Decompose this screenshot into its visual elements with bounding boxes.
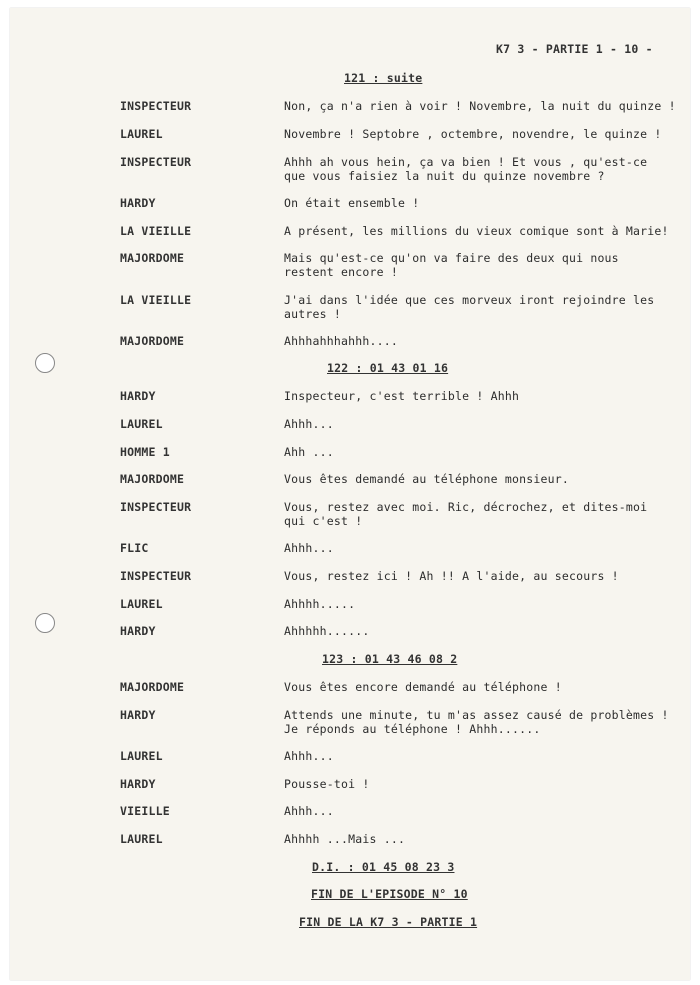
speaker-name: INSPECTEUR bbox=[120, 155, 192, 169]
section-heading: 123 : 01 43 46 08 2 bbox=[322, 652, 458, 666]
speech-text: Vous êtes encore demandé au téléphone ! bbox=[284, 680, 562, 694]
speaker-name: LA VIEILLE bbox=[120, 293, 192, 307]
speech-text: A présent, les millions du vieux comique sont à Marie! bbox=[284, 224, 669, 238]
speech-text: Ahhhh..... bbox=[284, 597, 356, 611]
speaker-name: HOMME 1 bbox=[120, 445, 170, 459]
speaker-name: MAJORDOME bbox=[120, 472, 185, 486]
speech-text: Inspecteur, c'est terrible ! Ahhh bbox=[284, 389, 520, 403]
speech-text: Ahhh... bbox=[284, 749, 334, 763]
speaker-name: HARDY bbox=[120, 389, 156, 403]
speaker-name: MAJORDOME bbox=[120, 251, 185, 265]
section-heading: 121 : suite bbox=[344, 71, 423, 85]
speaker-name: MAJORDOME bbox=[120, 680, 185, 694]
speaker-name: MAJORDOME bbox=[120, 334, 185, 348]
speaker-name: LAUREL bbox=[120, 417, 163, 431]
speech-text: Ahh ... bbox=[284, 445, 334, 459]
speech-text: On était ensemble ! bbox=[284, 196, 420, 210]
script-page bbox=[10, 8, 690, 980]
punch-hole bbox=[35, 353, 55, 373]
speaker-name: LAUREL bbox=[120, 127, 163, 141]
speaker-name: INSPECTEUR bbox=[120, 500, 192, 514]
speech-text: Ahhhhh...... bbox=[284, 624, 370, 638]
speech-text: Novembre ! Septobre , octembre, novendre, le quinze ! bbox=[284, 127, 662, 141]
page-header: K7 3 - PARTIE 1 - 10 - bbox=[496, 42, 653, 56]
speech-text: Non, ça n'a rien à voir ! Novembre, la nuit du quinze ! bbox=[284, 99, 676, 113]
speech-text: Ahhhahhhahhh.... bbox=[284, 334, 398, 348]
speech-text: Attends une minute, tu m'as assez causé de problèmes ! Je réponds au téléphone ! Ahhh...... bbox=[284, 708, 669, 736]
speech-text: Vous, restez avec moi. Ric, décrochez, et dites-moi qui c'est ! bbox=[284, 500, 648, 528]
punch-hole bbox=[35, 613, 55, 633]
speaker-name: HARDY bbox=[120, 708, 156, 722]
speaker-name: INSPECTEUR bbox=[120, 99, 192, 113]
speech-text: Ahhh... bbox=[284, 804, 334, 818]
speech-text: Vous êtes demandé au téléphone monsieur. bbox=[284, 472, 569, 486]
speaker-name: LAUREL bbox=[120, 832, 163, 846]
speaker-name: LAUREL bbox=[120, 597, 163, 611]
section-heading: 122 : 01 43 01 16 bbox=[327, 361, 449, 375]
speaker-name: HARDY bbox=[120, 196, 156, 210]
speaker-name: VIEILLE bbox=[120, 804, 170, 818]
speech-text: Vous, restez ici ! Ah !! A l'aide, au secours ! bbox=[284, 569, 619, 583]
speech-text: Pousse-toi ! bbox=[284, 777, 370, 791]
speech-text: Ahhh... bbox=[284, 541, 334, 555]
speaker-name: HARDY bbox=[120, 624, 156, 638]
speech-text: Mais qu'est-ce qu'on va faire des deux qui nous restent encore ! bbox=[284, 251, 619, 279]
speaker-name: HARDY bbox=[120, 777, 156, 791]
di-heading: D.I. : 01 45 08 23 3 bbox=[312, 860, 455, 874]
speech-text: Ahhh ah vous hein, ça va bien ! Et vous , qu'est-ce que vous faisiez la nuit du quinze novembre ? bbox=[284, 155, 648, 183]
speech-text: Ahhh... bbox=[284, 417, 334, 431]
end-k7: FIN DE LA K7 3 - PARTIE 1 bbox=[299, 915, 478, 929]
speaker-name: LA VIEILLE bbox=[120, 224, 192, 238]
speech-text: J'ai dans l'idée que ces morveux iront rejoindre les autres ! bbox=[284, 293, 655, 321]
speech-text: Ahhhh ...Mais ... bbox=[284, 832, 406, 846]
speaker-name: LAUREL bbox=[120, 749, 163, 763]
speaker-name: INSPECTEUR bbox=[120, 569, 192, 583]
speaker-name: FLIC bbox=[120, 541, 149, 555]
end-episode: FIN DE L'EPISODE N° 10 bbox=[311, 887, 468, 901]
